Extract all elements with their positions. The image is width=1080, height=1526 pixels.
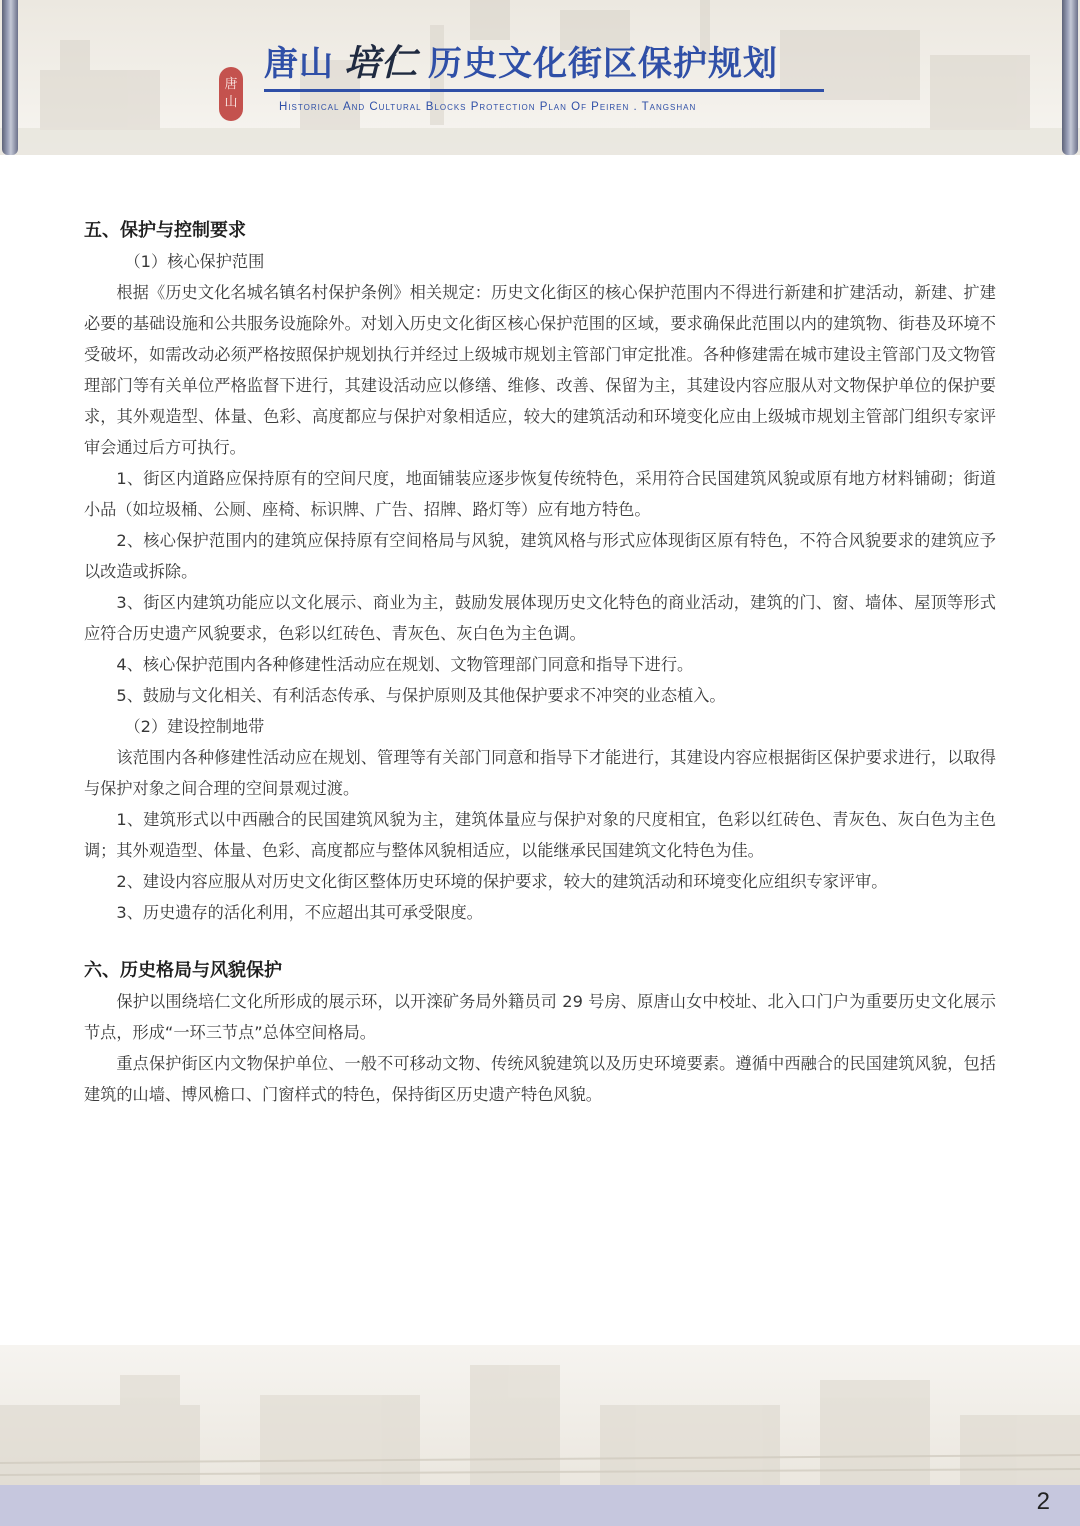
scroll-rod-left <box>2 0 18 155</box>
subsection-2-item-1: 1、建筑形式以中西融合的民国建筑风貌为主，建筑体量应与保护对象的尺度相宜，色彩以红砖色、青灰色、灰白色为主色调；其外观造型、体量、色彩、高度都应与整体风貌相适应，以能继承民国建筑文化特色为佳。 <box>84 810 996 860</box>
title-part-peiren: 培仁 <box>344 41 419 84</box>
title-part-main: 历史文化街区保护规划 <box>428 43 779 84</box>
header-banner <box>0 0 1080 155</box>
subsection-2-item-2: 2、建设内容应服从对历史文化街区整体历史环境的保护要求，较大的建筑活动和环境变化应组织专家评审。 <box>116 872 888 891</box>
title-part-tangshan: 唐山 <box>264 43 334 84</box>
subsection-1-item-4: 4、核心保护范围内各种修建性活动应在规划、文物管理部门同意和指导下进行。 <box>116 655 694 674</box>
title-underline <box>264 89 824 92</box>
subsection-2-intro: 该范围内各种修建性活动应在规划、管理等有关部门同意和指导下才能进行，其建设内容应根据街区保护要求进行，以取得与保护对象之间合理的空间景观过渡。 <box>84 748 996 798</box>
subsection-1-title: （1）核心保护范围 <box>124 252 265 271</box>
section-5-heading: 五、保护与控制要求 <box>84 220 246 241</box>
subsection-1-item-5: 5、鼓励与文化相关、有利活态传承、与保护原则及其他保护要求不冲突的业态植入。 <box>116 686 726 705</box>
document-title <box>264 36 778 84</box>
seal-char-1: 唐 <box>224 77 238 92</box>
seal-char-2: 山 <box>224 95 238 110</box>
section-6-paragraph-1: 保护以围绕培仁文化所形成的展示环，以开滦矿务局外籍员司 29 号房、原唐山女中校址、北入口门户为重要历史文化展示节点，形成“一环三节点”总体空间格局。 <box>84 992 996 1042</box>
footer-bar <box>0 1485 1080 1526</box>
page-content <box>84 215 996 1110</box>
section-6-paragraph-2: 重点保护街区内文物保护单位、一般不可移动文物、传统风貌建筑以及历史环境要素。遵循中西融合的民国建筑风貌，包括建筑的山墙、博风檐口、门窗样式的特色，保持街区历史遗产特色风貌。 <box>84 1054 996 1104</box>
scroll-rod-right <box>1062 0 1078 155</box>
subsection-1-intro: 根据《历史文化名城名镇名村保护条例》相关规定：历史文化街区的核心保护范围内不得进行新建和扩建活动，新建、扩建必要的基础设施和公共服务设施除外。对划入历史文化街区核心保护范围的区域，要求确保此范围以内的建筑物、街巷及环境不受破坏，如需改动必须严格按照保护规划执行并经过上级城市规划主管部门审定批准。各种修建需在城市建设主管部门及文物管理部门等有关单位严格监督下进行，其建设活动应以修缮、维修、改善、保留为主，其建设内容应服从对文物保护单位的保护要求，其外观造型、体量、色彩、高度都应与保护对象相适应，较大的建筑活动和环境变化应由上级城市规划主管部门组织专家评审会通过后方可执行。 <box>84 283 996 457</box>
subsection-1-item-2: 2、核心保护范围内的建筑应保持原有空间格局与风貌，建筑风格与形式应体现街区原有特色，不符合风貌要求的建筑应予以改造或拆除。 <box>84 531 996 581</box>
page-number: 2 <box>1036 1488 1050 1515</box>
footer-background-sketch <box>0 1345 1080 1485</box>
subsection-1-item-3: 3、街区内建筑功能应以文化展示、商业为主，鼓励发展体现历史文化特色的商业活动，建筑的门、窗、墙体、屋顶等形式应符合历史遗产风貌要求，色彩以红砖色、青灰色、灰白色为主色调。 <box>84 593 996 643</box>
section-6-heading: 六、历史格局与风貌保护 <box>84 960 282 981</box>
footer-background <box>0 1345 1080 1485</box>
tangshan-seal <box>219 67 243 121</box>
document-subtitle: Historical And Cultural Blocks Protection Plan Of Peiren . Tangshan <box>279 101 697 113</box>
subsection-2-item-3: 3、历史遗存的活化利用，不应超出其可承受限度。 <box>116 903 483 922</box>
subsection-2-title: （2）建设控制地带 <box>124 717 265 736</box>
subsection-1-item-1: 1、街区内道路应保持原有的空间尺度，地面铺装应逐步恢复传统特色，采用符合民国建筑风貌或原有地方材料铺砌；街道小品（如垃圾桶、公厕、座椅、标识牌、广告、招牌、路灯等）应有地方特色。 <box>84 469 996 519</box>
